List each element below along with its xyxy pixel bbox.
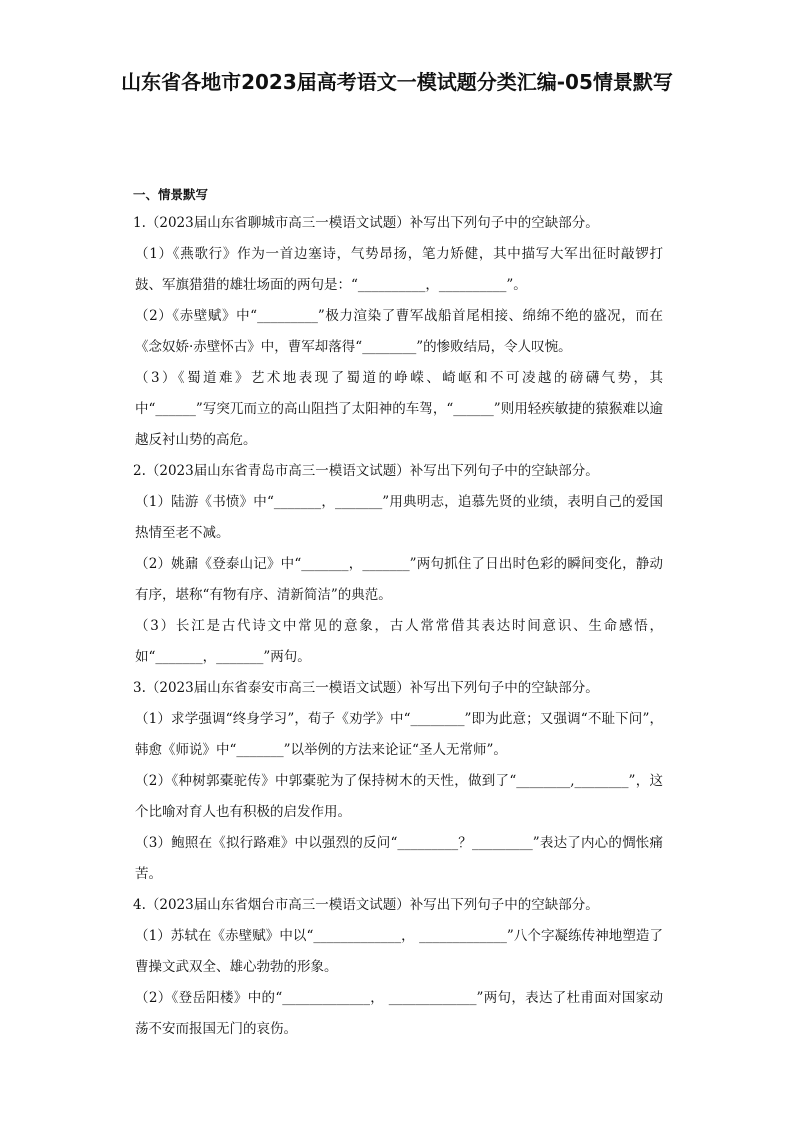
question-item: （2）《赤壁赋》中“_________”极力渲染了曹军战船首尾相接、绵绵不绝的盛况，而在《念奴娇·赤壁怀古》中，曹军却落得“________”的惨败结局，令人叹惋。 xyxy=(135,308,663,355)
question-item: （2）《登岳阳楼》中的“_____________， _____________”两句，表达了杜甫面对国家动荡不安而报国无门的哀伤。 xyxy=(135,990,663,1037)
question-3 xyxy=(133,673,663,890)
question-head: 4.（2023届山东省烟台市高三一模语文试题）补写出下列句子中的空缺部分。 xyxy=(133,897,599,913)
question-item: （1）《燕歌行》作为一首边塞诗，气势昂扬，笔力矫健，其中描写大军出征时敲锣打鼓、军旗猎猎的雄壮场面的两句是：“__________，__________”。 xyxy=(135,246,663,293)
document-body xyxy=(133,182,663,1045)
question-item: （2）姚鼐《登泰山记》中“_______，_______”两句抓住了日出时色彩的瞬间变化，静动有序，堪称“有物有序、清新简洁”的典范。 xyxy=(135,556,663,603)
question-4 xyxy=(133,890,663,1045)
question-head: 2.（2023届山东省青岛市高三一模语文试题）补写出下列句子中的空缺部分。 xyxy=(133,463,599,479)
document-title: 山东省各地市2023届高考语文一模试题分类汇编-05情景默写 xyxy=(121,70,673,94)
question-head: 3.（2023届山东省泰安市高三一模语文试题）补写出下列句子中的空缺部分。 xyxy=(133,680,599,696)
question-item: （2）《种树郭橐驼传》中郭橐驼为了保持树木的天性，做到了“________,________”，这个比喻对育人也有积极的启发作用。 xyxy=(135,773,663,820)
question-item: （1）陆游《书愤》中“_______，_______”用典明志，追慕先贤的业绩，表明自己的爱国热情至老不减。 xyxy=(135,494,663,541)
question-2 xyxy=(133,456,663,673)
question-head: 1.（2023届山东省聊城市高三一模语文试题）补写出下列句子中的空缺部分。 xyxy=(133,215,599,231)
question-item: （1）苏轼在《赤壁赋》中以“_____________， _____________”八个字凝练传神地塑造了曹操文武双全、雄心勃勃的形象。 xyxy=(135,928,663,975)
question-item: （1）求学强调“终身学习”，荀子《劝学》中“________”即为此意；又强调“不耻下问”，韩愈《师说》中“_______”以举例的方法来论证“圣人无常师”。 xyxy=(135,711,663,758)
question-item: （3）鲍照在《拟行路难》中以强烈的反问“_________？_________”表达了内心的惆怅痛苦。 xyxy=(135,835,663,882)
question-item: （3）长江是古代诗文中常见的意象，古人常常借其表达时间意识、生命感悟，如“_______，_______”两句。 xyxy=(135,618,663,665)
question-1 xyxy=(133,208,663,456)
section-heading: 一、情景默写 xyxy=(133,187,209,202)
question-item: （3）《蜀道难》艺术地表现了蜀道的峥嵘、崎岖和不可凌越的磅礴气势，其中“______”写突兀而立的高山阻挡了太阳神的车驾，“______”则用轻疾敏捷的猿猴难以逾越反衬山势的高危。 xyxy=(135,370,663,448)
